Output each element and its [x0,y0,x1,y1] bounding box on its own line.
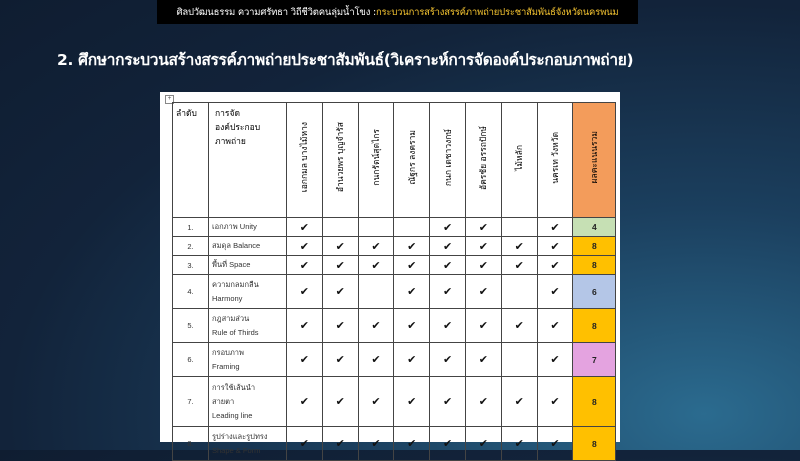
table-row [173,218,616,237]
row-component [209,256,287,275]
table-row [173,256,616,275]
checkmark-icon: ✔ [322,427,358,461]
checkmark-icon: ✔ [465,218,501,237]
checkmark-icon: ✔ [287,377,323,427]
header-total-score [573,103,616,218]
checkmark-icon: ✔ [394,343,430,377]
header-component-line: องค์ประกอบ [215,122,261,132]
header-photographer-label: เอกกมล บางไม้หาง [299,122,310,193]
checkmark-icon: ✔ [537,256,573,275]
checkmark-icon: ✔ [358,377,394,427]
checkmark-icon: ✔ [465,256,501,275]
checkmark-icon: ✔ [287,256,323,275]
table-row [173,275,616,309]
header-photographer-label: ไม้หลัก [514,144,525,171]
total-score: 7 [573,343,616,377]
row-component-line: Leading line [212,410,253,420]
row-component-line: กฎสามส่วน [212,313,250,323]
checkmark-icon: ✔ [394,275,430,309]
checkmark-icon: ✔ [287,343,323,377]
header-total-label: ผลคะแนนรวม [589,131,600,184]
embedded-document [160,92,620,455]
checkmark-icon: ✔ [430,218,466,237]
header-component-line: การจัด [215,108,240,118]
empty-cell [501,218,537,237]
checkmark-icon: ✔ [430,309,466,343]
row-component-line: ความกลมกลืน [212,279,259,289]
checkmark-icon: ✔ [537,309,573,343]
checkmark-icon: ✔ [430,343,466,377]
checkmark-icon: ✔ [430,275,466,309]
header-photographer-label: กนก เดชาวงกษ์ [442,128,453,187]
row-component-line: การใช้เส้นนำ [212,382,256,392]
table-body [173,218,616,461]
checkmark-icon: ✔ [322,275,358,309]
header-photographer-label: กนกรัตน์สุตไกร [370,129,381,186]
checkmark-icon: ✔ [501,256,537,275]
header-order: ลำดับ [173,103,209,218]
empty-cell [501,275,537,309]
row-component-line: Harmony [212,293,243,303]
banner-text-yellow: กระบวนการสร้างสรรค์ภาพถ่ายประชาสัมพันธ์จังหวัดนครพนม [375,6,619,18]
header-component [209,103,287,218]
checkmark-icon: ✔ [394,256,430,275]
checkmark-icon: ✔ [430,237,466,256]
table-row [173,377,616,427]
checkmark-icon: ✔ [501,377,537,427]
empty-cell [322,218,358,237]
row-component [209,275,287,309]
checkmark-icon: ✔ [322,377,358,427]
row-component [209,427,287,461]
checkmark-icon: ✔ [322,309,358,343]
checkmark-icon: ✔ [501,427,537,461]
checkmark-icon: ✔ [537,377,573,427]
header-photographer-label: ณัฐกร ลงคราม [406,130,417,185]
row-number: 1. [173,218,209,237]
composition-table [172,102,616,461]
checkmark-icon: ✔ [465,377,501,427]
slide-heading: 2. ศึกษากระบวนสร้างสรรค์ภาพถ่ายประชาสัมพันธ์(วิเคราะห์การจัดองค์ประกอบภาพถ่าย) [57,51,634,69]
row-number: 2. [173,237,209,256]
table-row [173,237,616,256]
row-component [209,218,287,237]
checkmark-icon: ✔ [287,275,323,309]
row-number: 7. [173,377,209,427]
header-photographer [358,103,394,218]
checkmark-icon: ✔ [358,343,394,377]
checkmark-icon: ✔ [430,256,466,275]
total-score: 8 [573,377,616,427]
row-component-line: Rule of Thirds [212,327,259,337]
total-score: 8 [573,427,616,461]
empty-cell [501,343,537,377]
row-component [209,309,287,343]
total-score: 4 [573,218,616,237]
row-component [209,237,287,256]
checkmark-icon: ✔ [358,237,394,256]
row-number: 8. [173,427,209,461]
checkmark-icon: ✔ [358,309,394,343]
checkmark-icon: ✔ [465,275,501,309]
total-score: 6 [573,275,616,309]
checkmark-icon: ✔ [537,237,573,256]
row-component-line: Shape & Form [212,445,261,455]
checkmark-icon: ✔ [322,343,358,377]
row-component-line: สมดุล Balance [212,241,261,250]
row-component-line: พื้นที่ Space [212,260,251,269]
checkmark-icon: ✔ [394,427,430,461]
checkmark-icon: ✔ [322,237,358,256]
checkmark-icon: ✔ [537,218,573,237]
row-number: 6. [173,343,209,377]
empty-cell [358,218,394,237]
row-component-line: เอกภาพ Unity [212,222,257,231]
row-component [209,377,287,427]
row-number: 3. [173,256,209,275]
checkmark-icon: ✔ [358,427,394,461]
checkmark-icon: ✔ [287,427,323,461]
checkmark-icon: ✔ [287,237,323,256]
row-component-line: Framing [212,361,240,371]
empty-cell [358,275,394,309]
header-photographer-label: อำนวยพร บุญจำรัส [335,122,346,193]
total-score: 8 [573,256,616,275]
header-photographer [287,103,323,218]
checkmark-icon: ✔ [537,275,573,309]
row-number: 4. [173,275,209,309]
row-component-line: สายตา [212,396,235,406]
row-number: 5. [173,309,209,343]
checkmark-icon: ✔ [394,377,430,427]
checkmark-icon: ✔ [322,256,358,275]
checkmark-icon: ✔ [287,309,323,343]
checkmark-icon: ✔ [358,256,394,275]
checkmark-icon: ✔ [394,237,430,256]
header-component-line: ภาพถ่าย [215,136,246,146]
checkmark-icon: ✔ [537,343,573,377]
header-photographer [322,103,358,218]
row-component-line: กรอบภาพ [212,347,244,357]
header-photographer [465,103,501,218]
checkmark-icon: ✔ [394,309,430,343]
table-move-handle-icon[interactable]: + [165,95,174,104]
header-photographer [501,103,537,218]
table-row [173,309,616,343]
checkmark-icon: ✔ [430,427,466,461]
row-component-line: รูปร่างและรูปทรง [212,431,268,441]
header-photographer-label: อัครชัย อรรถปักษ์ [478,125,489,190]
checkmark-icon: ✔ [465,237,501,256]
header-photographer [537,103,573,218]
top-banner [157,0,638,24]
checkmark-icon: ✔ [537,427,573,461]
checkmark-icon: ✔ [465,427,501,461]
empty-cell [394,218,430,237]
total-score: 8 [573,309,616,343]
checkmark-icon: ✔ [465,343,501,377]
checkmark-icon: ✔ [501,237,537,256]
checkmark-icon: ✔ [287,218,323,237]
checkmark-icon: ✔ [465,309,501,343]
total-score: 8 [573,237,616,256]
row-component [209,343,287,377]
table-row [173,427,616,461]
header-photographer [394,103,430,218]
table-header-row [173,103,616,218]
checkmark-icon: ✔ [430,377,466,427]
table-row [173,343,616,377]
checkmark-icon: ✔ [501,309,537,343]
banner-text-white: ศิลปวัฒนธรรม ความศรัทธา วิถีชีวิตคนลุ่มน้ำโขง : [176,6,376,18]
header-photographer [430,103,466,218]
header-photographer-label: นครเท วังหวัด [549,131,560,184]
